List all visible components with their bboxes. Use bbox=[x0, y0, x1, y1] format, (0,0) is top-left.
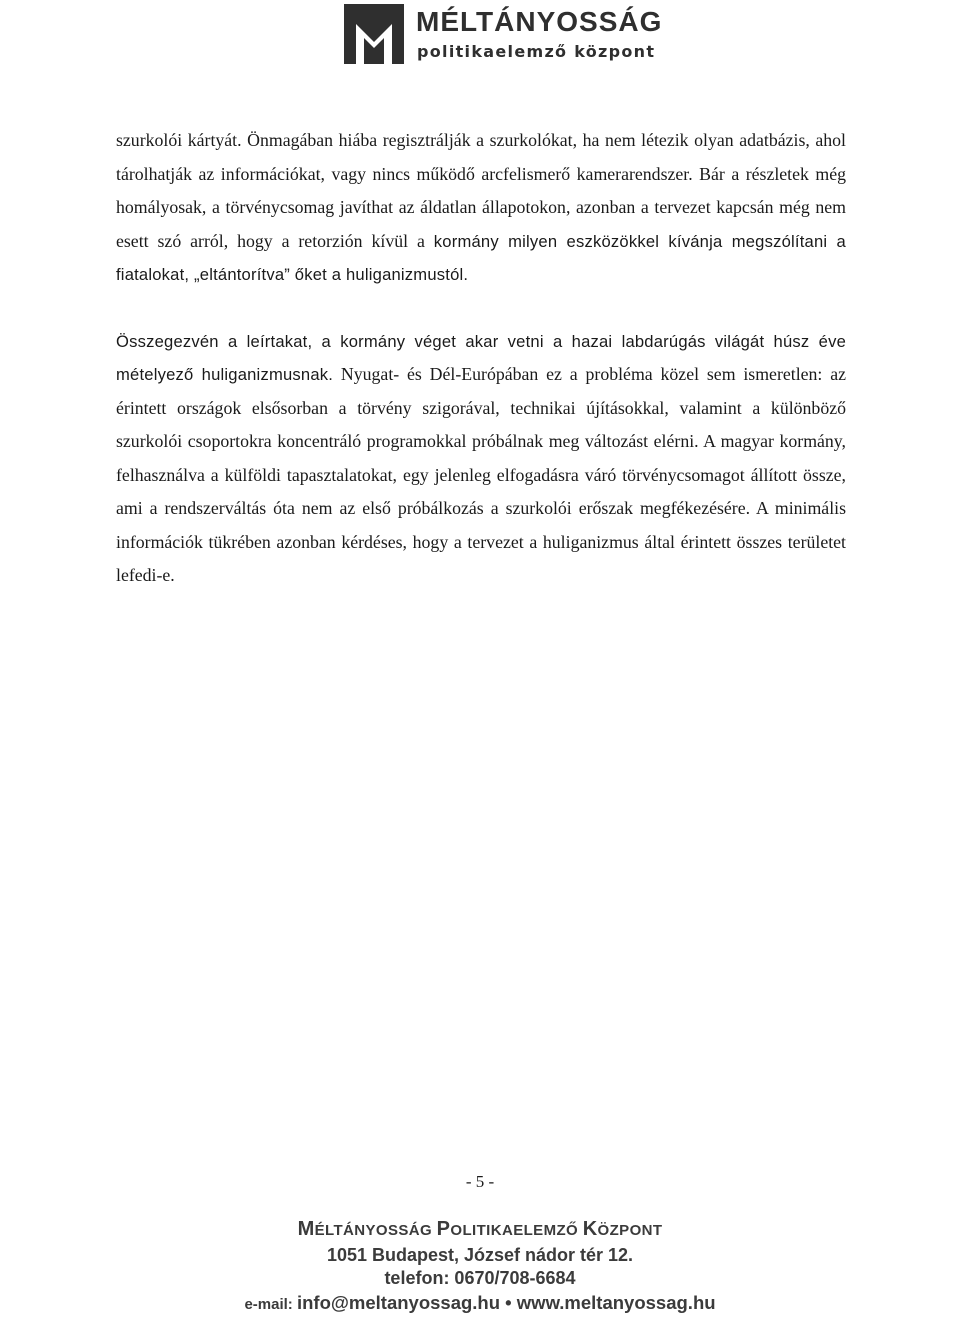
page-number: - 5 - bbox=[465, 1172, 495, 1191]
paragraph-2-text: Nyugat- és Dél-Európában ez a probléma közel sem ismeretlen: az érintett országok elsősorban a törvény szigorával, technikai újításokkal, valamint a különböző szurkolói csoportokra koncentráló programokkal próbálnak meg változást elérni. A magyar kormány, felhasználva a külföldi tapasztalatokat, egy jelenleg elfogadásra váró törvénycsomagot állított össze, ami a rendszerváltás óta nem az első próbálkozás a szurkolói erőszak megfékezésére. A minimális információk tükrében azonban kérdéses, hogy a tervezet a huliganizmus által érintett összes területet lefedi-e. bbox=[116, 364, 847, 585]
document-body bbox=[116, 124, 846, 593]
header-logo bbox=[344, 4, 663, 64]
paragraph-2-sans-text: Összegezvén a leírtakat, a kormány véget akar vetni a hazai labdarúgás világát húsz éve mételyező huliganizmusnak. bbox=[116, 331, 846, 384]
footer-address: 1051 Budapest, József nádor tér 12. bbox=[326, 1245, 634, 1265]
paragraph-1-text: szurkolói kártyát. Önmagában hiába regisztrálják a szurkolókat, ha nem létezik olyan adatbázis, ahol tárolhatják az információkat, vagy nincs működő arcfelismerő kamerarendszer. Bár a részletek még homályosak, a törvénycsomag javíthat az áldatlan állapotokon, azonban a tervezet kapcsán még nem esett szó arról, hogy a retorzión kívül a bbox=[116, 130, 846, 251]
footer-phone: telefon: 0670/708-6684 bbox=[384, 1268, 576, 1288]
footer-email-label: e-mail: bbox=[244, 1296, 297, 1313]
logo-title: MÉLTÁNYOSSÁG bbox=[416, 6, 663, 37]
footer bbox=[0, 1216, 960, 1318]
footer-org-name: MÉLTÁNYOSSÁG POLITIKAELEMZŐ KÖZPONT bbox=[297, 1218, 663, 1240]
footer-email-web: info@meltanyossag.hu • www.meltanyossag.hu bbox=[296, 1292, 716, 1313]
paragraph-1 bbox=[116, 124, 846, 292]
paragraph-1-sans-text: kormány milyen eszközökkel kívánja megszólítani a fiatalokat, „eltántorítva” őket a huliganizmustól. bbox=[116, 231, 846, 284]
logo-subtitle: politikaelemző központ bbox=[417, 42, 656, 61]
footer-contact bbox=[0, 1290, 960, 1318]
paragraph-2 bbox=[116, 325, 846, 593]
logo-m-icon bbox=[344, 4, 404, 64]
